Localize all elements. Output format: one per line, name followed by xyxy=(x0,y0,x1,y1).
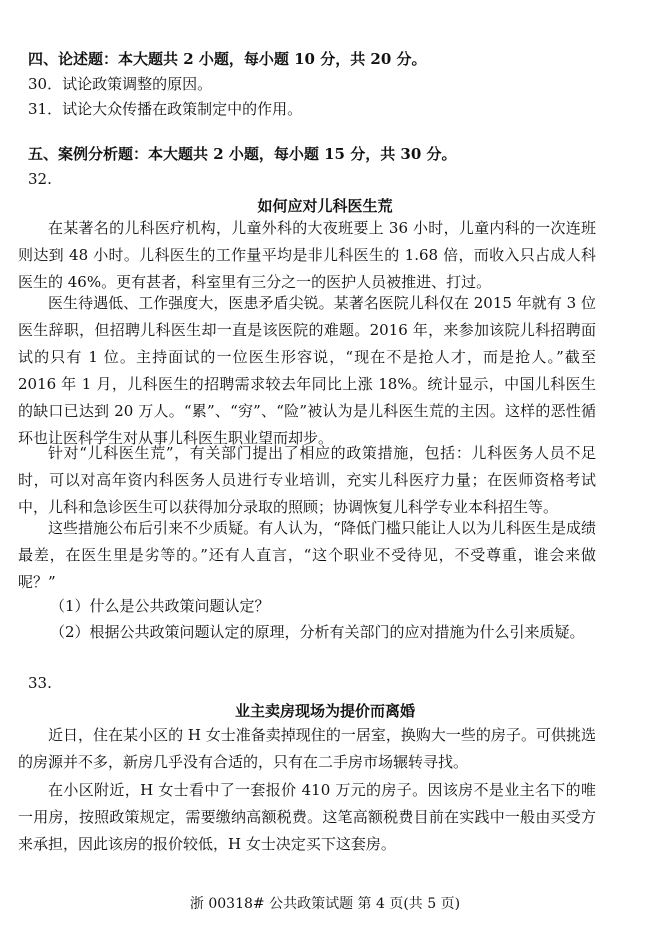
section-4-heading: 四、论述题：本大题共 2 小题，每小题 10 分，共 20 分。 xyxy=(28,50,427,68)
section-5-heading: 五、案例分析题：本大题共 2 小题，每小题 15 分，共 30 分。 xyxy=(28,145,457,163)
case-1-paragraph-3: 针对“儿科医生荒”，有关部门提出了相应的政策措施，包括：儿科医务人员不足时，可以对高年资内科医务人员进行专业培训，充实儿科医疗力量；在医师资格考试中，儿科和急诊医生可以获得加分录取的照顾；协调恢复儿科学专业本科招生等。 xyxy=(18,444,596,516)
case-1-question-1: （1）什么是公共政策问题认定？ xyxy=(50,597,270,615)
page-footer: 浙 00318# 公共政策试题 第 4 页(共 5 页) xyxy=(189,896,461,912)
case-1-paragraph-4: 这些措施公布后引来不少质疑。有人认为，“降低门槛只能让人以为儿科医生是成绩最差，在医生里是劣等的。”还有人直言，“这个职业不受待见，不受尊重，谁会来做呢？” xyxy=(18,519,596,591)
case-1-paragraph-2: 医生待遇低、工作强度大，医患矛盾尖锐。某著名医院儿科仅在 2015 年就有 3 位医生辞职，但招聘儿科医生却一直是该医院的难题。2016 年，来参加该院儿科招聘面试的只有 1 位。主持面试的一位医生形容说，“现在不是抢人才，而是抢人。”截至 2016 年 1 月，儿科医生的招聘需求较去年同比上涨 18%。统计显示，中国儿科医生的缺口已达到 20 万人。“累”、“穷”、“险”被认为是儿科医生荒的主因。这样的恶性循环也让医科学生对从事儿科医生职业望而却步。 xyxy=(18,294,596,447)
case-1-paragraph-1: 在某著名的儿科医疗机构，儿童外科的大夜班要上 36 小时，儿童内科的一次连班则达到 48 小时。儿科医生的工作量平均是非儿科医生的 1.68 倍，而收入只占成人科医生的 46%。更有甚者，科室里有三分之一的医护人员被推进、打过。 xyxy=(18,219,596,291)
question-33-number: 33. xyxy=(28,674,52,692)
case-1-question-2: （2）根据公共政策问题认定的原理，分析有关部门的应对措施为什么引来质疑。 xyxy=(50,623,585,641)
question-30: 30．试论政策调整的原因。 xyxy=(28,75,213,93)
case-2-title: 业主卖房现场为提价而离婚 xyxy=(234,702,415,720)
question-31: 31．试论大众传播在政策制定中的作用。 xyxy=(28,100,303,118)
question-32-number: 32. xyxy=(28,170,52,188)
case-2-paragraph-1: 近日，住在某小区的 H 女士准备卖掉现住的一居室，换购大一些的房子。可供挑选的房源并不多，新房几乎没有合适的，只有在二手房市场辗转寻找。 xyxy=(18,726,596,771)
case-2-paragraph-2: 在小区附近，H 女士看中了一套报价 410 万元的房子。因该房不是业主名下的唯一用房，按照政策规定，需要缴纳高额税费。这笔高额税费目前在实践中一般由买受方来承担，因此该房的报价较低，H 女士决定买下这套房。 xyxy=(18,781,596,853)
case-1-title: 如何应对儿科医生荒 xyxy=(257,197,393,215)
